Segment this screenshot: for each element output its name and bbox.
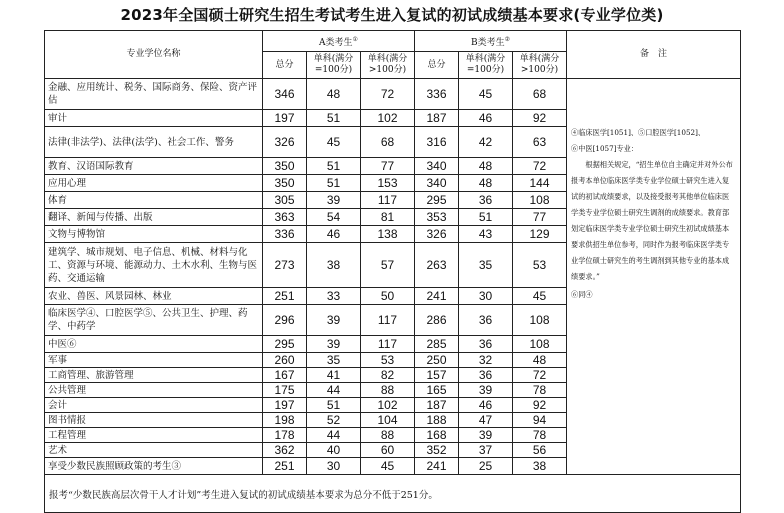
a-single-over100-cell: 102 [361, 398, 415, 413]
b-total-cell: 340 [415, 158, 459, 175]
group-b-mark: ② [504, 35, 511, 43]
a-total-cell: 336 [263, 226, 307, 243]
b-total-cell: 316 [415, 127, 459, 158]
footer-note: 报考“少数民族高层次骨干人才计划”考生进入复试的初试成绩基本要求为总分不低于251分。 [45, 475, 741, 513]
a-single-over100-cell: 57 [361, 243, 415, 288]
group-b-label: B类考生 [471, 37, 505, 48]
b-single-over100-cell: 78 [513, 428, 567, 443]
a-single-100-cell: 39 [307, 336, 361, 353]
remarks-header: 备 注 [567, 31, 741, 79]
b-total-cell: 295 [415, 192, 459, 209]
a-single-100-cell: 52 [307, 413, 361, 428]
a-total-cell: 198 [263, 413, 307, 428]
major-name: 公共管理 [45, 383, 263, 398]
major-name: 教育、汉语国际教育 [45, 158, 263, 175]
b-single-100-cell: 51 [459, 209, 513, 226]
a-total-cell: 260 [263, 353, 307, 368]
a-single-over100-cell: 72 [361, 79, 415, 110]
b-total-cell: 241 [415, 288, 459, 305]
b-single-over100-cell: 94 [513, 413, 567, 428]
b-total-cell: 326 [415, 226, 459, 243]
b-single-over100-cell: 108 [513, 305, 567, 336]
page-title: 2023年全国硕士研究生招生考试考生进入复试的初试成绩基本要求(专业学位类) [120, 6, 664, 24]
major-name: 临床医学④、口腔医学⑤、公共卫生、护理、药学、中药学 [45, 305, 263, 336]
a-single-over100-cell: 104 [361, 413, 415, 428]
b-total-header: 总分 [415, 52, 459, 79]
b-single-100-cell: 48 [459, 175, 513, 192]
b-single-over100-cell: 77 [513, 209, 567, 226]
b-single-over100-cell: 63 [513, 127, 567, 158]
a-total-cell: 167 [263, 368, 307, 383]
major-name: 工程管理 [45, 428, 263, 443]
major-name: 金融、应用统计、税务、国际商务、保险、资产评估 [45, 79, 263, 110]
b-single-over100-cell: 48 [513, 353, 567, 368]
a-single-100-cell: 38 [307, 243, 361, 288]
a-total-cell: 350 [263, 175, 307, 192]
a-single-100-cell: 46 [307, 226, 361, 243]
a-single-100-cell: 45 [307, 127, 361, 158]
major-name: 文物与博物馆 [45, 226, 263, 243]
b-total-cell: 340 [415, 175, 459, 192]
major-name: 中医⑥ [45, 336, 263, 353]
major-name: 法律(非法学)、法律(法学)、社会工作、警务 [45, 127, 263, 158]
b-total-cell: 165 [415, 383, 459, 398]
a-single-100-cell: 40 [307, 443, 361, 458]
b-single-100-cell: 35 [459, 243, 513, 288]
b-total-cell: 187 [415, 110, 459, 127]
major-name: 应用心理 [45, 175, 263, 192]
b-single-over100-cell: 68 [513, 79, 567, 110]
score-table [44, 30, 741, 513]
category-header: 专业学位名称 [45, 31, 263, 79]
a-total-cell: 305 [263, 192, 307, 209]
a-total-cell: 251 [263, 288, 307, 305]
major-name: 工商管理、旅游管理 [45, 368, 263, 383]
b-single-over100-cell: 108 [513, 336, 567, 353]
score-rows [45, 79, 741, 475]
group-a-label: A类考生 [319, 37, 353, 48]
a-single-over100-cell: 88 [361, 383, 415, 398]
major-name: 会计 [45, 398, 263, 413]
b-single-100-cell: 36 [459, 368, 513, 383]
a-single-over100-cell: 50 [361, 288, 415, 305]
remark-line-4: ⑥同④ [571, 290, 593, 299]
a-total-cell: 326 [263, 127, 307, 158]
remark-line-3: 根据相关规定，“招生单位自主确定并对外公布报考本单位临床医学类专业学位硕士研究生进入复试的初试成绩要求，以及接受报考其他单位临床医学类专业学位硕士研究生调剂的成绩要求。教育部划定临床医学类专业学位硕士研究生初试成绩基本要求供招生单位参考，同时作为报考临床医学类专业学位硕士研究生的考生调剂到其他专业的基本成绩要求。” [571, 160, 733, 281]
b-single-100-cell: 36 [459, 336, 513, 353]
a-total-cell: 296 [263, 305, 307, 336]
b-total-cell: 157 [415, 368, 459, 383]
b-single-over100-cell: 92 [513, 398, 567, 413]
b-total-cell: 188 [415, 413, 459, 428]
b-single-100-cell: 37 [459, 443, 513, 458]
b-total-cell: 353 [415, 209, 459, 226]
a-single-over100-cell: 81 [361, 209, 415, 226]
major-name: 审计 [45, 110, 263, 127]
b-single-over100-header: 单科(满分>100分) [513, 52, 567, 79]
b-single-100-cell: 39 [459, 428, 513, 443]
b-single-100-cell: 42 [459, 127, 513, 158]
a-total-cell: 273 [263, 243, 307, 288]
b-single-100-cell: 25 [459, 458, 513, 475]
a-single-100-cell: 33 [307, 288, 361, 305]
b-single-100-cell: 43 [459, 226, 513, 243]
b-single-over100-cell: 129 [513, 226, 567, 243]
a-single-100-cell: 39 [307, 192, 361, 209]
b-single-100-cell: 32 [459, 353, 513, 368]
b-single-100-cell: 39 [459, 383, 513, 398]
a-total-cell: 362 [263, 443, 307, 458]
a-single-over100-cell: 77 [361, 158, 415, 175]
b-total-cell: 286 [415, 305, 459, 336]
a-single-over100-cell: 153 [361, 175, 415, 192]
a-total-header: 总分 [263, 52, 307, 79]
a-single-100-cell: 35 [307, 353, 361, 368]
b-single-over100-cell: 108 [513, 192, 567, 209]
a-single-over100-cell: 117 [361, 192, 415, 209]
a-single-over100-cell: 53 [361, 353, 415, 368]
a-single-100-cell: 48 [307, 79, 361, 110]
a-single-100-cell: 54 [307, 209, 361, 226]
major-name: 农业、兽医、风景园林、林业 [45, 288, 263, 305]
a-total-cell: 346 [263, 79, 307, 110]
a-single-over100-cell: 117 [361, 336, 415, 353]
a-single-over100-cell: 117 [361, 305, 415, 336]
a-total-cell: 350 [263, 158, 307, 175]
b-single-100-cell: 48 [459, 158, 513, 175]
major-name: 体育 [45, 192, 263, 209]
a-single-over100-cell: 68 [361, 127, 415, 158]
b-total-cell: 352 [415, 443, 459, 458]
a-single-over100-cell: 88 [361, 428, 415, 443]
a-single-100-cell: 44 [307, 428, 361, 443]
a-single-100-cell: 51 [307, 110, 361, 127]
a-total-cell: 197 [263, 398, 307, 413]
b-single-100-cell: 36 [459, 305, 513, 336]
b-single-100-header: 单科(满分=100分) [459, 52, 513, 79]
a-single-100-cell: 39 [307, 305, 361, 336]
a-single-over100-cell: 138 [361, 226, 415, 243]
a-single-100-cell: 44 [307, 383, 361, 398]
major-name: 建筑学、城市规划、电子信息、机械、材料与化工、资源与环境、能源动力、土木水利、生物与医药、交通运输 [45, 243, 263, 288]
b-single-over100-cell: 72 [513, 158, 567, 175]
a-single-over100-cell: 60 [361, 443, 415, 458]
major-name: 图书情报 [45, 413, 263, 428]
a-single-100-cell: 51 [307, 175, 361, 192]
b-total-cell: 168 [415, 428, 459, 443]
b-single-over100-cell: 92 [513, 110, 567, 127]
a-total-cell: 251 [263, 458, 307, 475]
table-row [45, 79, 741, 110]
group-b-header [415, 31, 567, 52]
a-single-over100-cell: 45 [361, 458, 415, 475]
b-single-over100-cell: 78 [513, 383, 567, 398]
b-single-over100-cell: 72 [513, 368, 567, 383]
b-single-over100-cell: 38 [513, 458, 567, 475]
a-single-over100-cell: 102 [361, 110, 415, 127]
a-single-100-cell: 51 [307, 158, 361, 175]
a-single-over100-cell: 82 [361, 368, 415, 383]
a-total-cell: 175 [263, 383, 307, 398]
b-single-over100-cell: 144 [513, 175, 567, 192]
b-total-cell: 187 [415, 398, 459, 413]
b-total-cell: 336 [415, 79, 459, 110]
a-total-cell: 363 [263, 209, 307, 226]
b-single-100-cell: 47 [459, 413, 513, 428]
a-total-cell: 197 [263, 110, 307, 127]
b-total-cell: 241 [415, 458, 459, 475]
b-single-over100-cell: 56 [513, 443, 567, 458]
b-single-over100-cell: 45 [513, 288, 567, 305]
group-a-header [263, 31, 415, 52]
b-single-100-cell: 36 [459, 192, 513, 209]
a-single-100-cell: 30 [307, 458, 361, 475]
major-name: 军事 [45, 353, 263, 368]
group-a-mark: ① [352, 35, 358, 43]
a-total-cell: 178 [263, 428, 307, 443]
remark-line-2: ⑥中医[1057]专业： [571, 144, 639, 153]
b-total-cell: 263 [415, 243, 459, 288]
b-total-cell: 250 [415, 353, 459, 368]
remark-line-1: ④临床医学[1051]、⑤口腔医学[1052]、 [571, 128, 706, 137]
a-single-100-cell: 41 [307, 368, 361, 383]
a-single-100-header: 单科(满分=100分) [307, 52, 361, 79]
b-single-100-cell: 46 [459, 398, 513, 413]
remarks-cell [567, 79, 741, 475]
a-single-over100-header: 单科(满分>100分) [361, 52, 415, 79]
a-total-cell: 295 [263, 336, 307, 353]
major-name: 享受少数民族照顾政策的考生③ [45, 458, 263, 475]
b-single-100-cell: 30 [459, 288, 513, 305]
major-name: 艺术 [45, 443, 263, 458]
major-name: 翻译、新闻与传播、出版 [45, 209, 263, 226]
b-single-100-cell: 46 [459, 110, 513, 127]
a-single-100-cell: 51 [307, 398, 361, 413]
b-total-cell: 285 [415, 336, 459, 353]
b-single-100-cell: 45 [459, 79, 513, 110]
b-single-over100-cell: 53 [513, 243, 567, 288]
